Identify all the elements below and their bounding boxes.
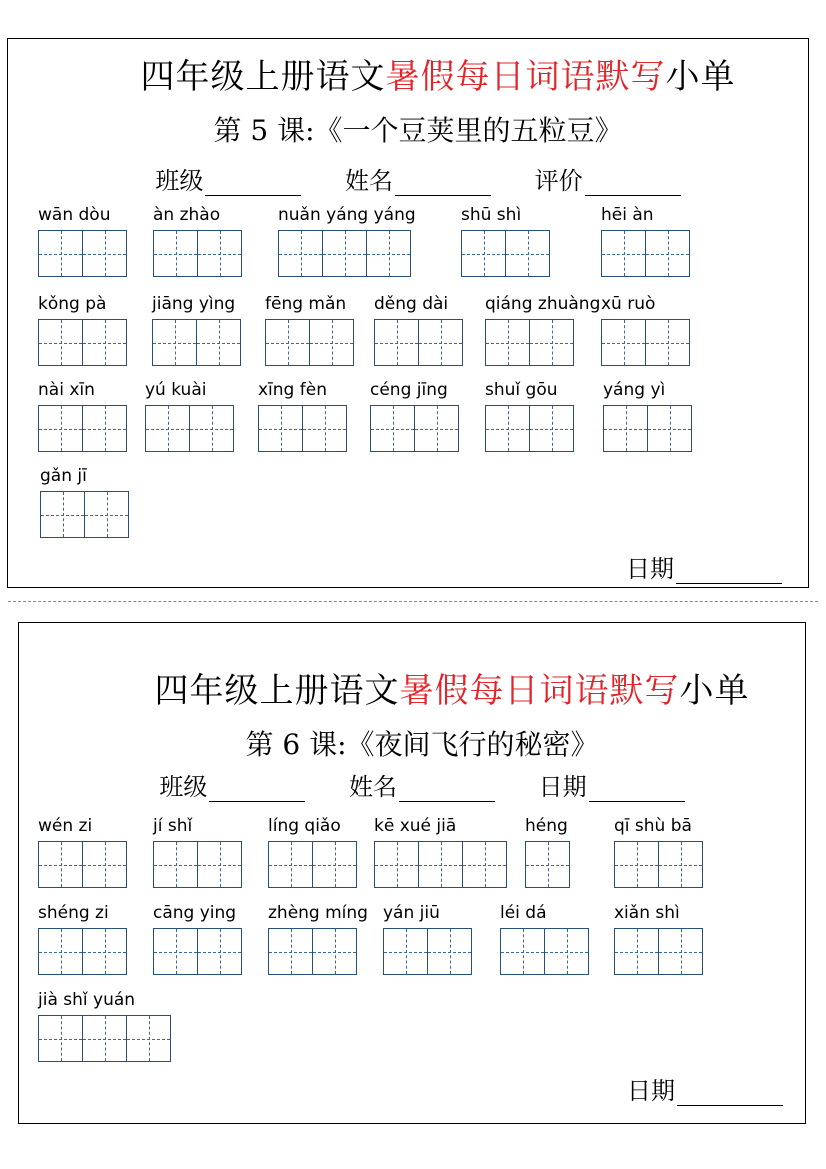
writing-grid (38, 319, 127, 366)
name-field[interactable]: 姓名 (345, 161, 491, 196)
writing-grid (38, 1015, 171, 1062)
character-box[interactable] (258, 405, 303, 452)
character-box[interactable] (313, 928, 357, 975)
date-top-field[interactable]: 日期 (539, 767, 685, 802)
character-box[interactable] (659, 928, 703, 975)
pinyin-label: líng qiǎo (268, 816, 341, 836)
character-box[interactable] (648, 405, 692, 452)
character-box[interactable] (601, 230, 646, 277)
writing-grid (258, 405, 347, 452)
character-box[interactable] (419, 319, 463, 366)
character-box[interactable] (500, 928, 545, 975)
pinyin-label: shuǐ gōu (485, 380, 558, 400)
character-box[interactable] (367, 230, 411, 277)
character-box[interactable] (646, 319, 690, 366)
pinyin-label: qiáng zhuàng (485, 294, 601, 314)
character-box[interactable] (83, 405, 127, 452)
character-box[interactable] (152, 319, 197, 366)
pinyin-label: gǎn jī (40, 466, 87, 486)
writing-grid (153, 928, 242, 975)
character-box[interactable] (525, 841, 570, 888)
pinyin-label: yáng yì (603, 380, 666, 400)
pinyin-label: shéng zi (38, 903, 109, 923)
writing-grid (614, 928, 703, 975)
character-box[interactable] (127, 1015, 171, 1062)
writing-grid (603, 405, 692, 452)
student-fields (19, 767, 805, 802)
writing-grid (38, 928, 127, 975)
character-box[interactable] (485, 319, 530, 366)
character-box[interactable] (659, 841, 703, 888)
pinyin-label: hēi àn (601, 205, 654, 225)
character-box[interactable] (323, 230, 367, 277)
character-box[interactable] (310, 319, 354, 366)
pinyin-label: děng dài (374, 294, 449, 314)
character-box[interactable] (268, 841, 313, 888)
writing-grid (500, 928, 589, 975)
character-box[interactable] (303, 405, 347, 452)
pinyin-label: xū ruò (601, 294, 656, 314)
writing-grid (370, 405, 459, 452)
writing-grid (485, 405, 574, 452)
word-item (265, 293, 354, 366)
writing-grid (601, 230, 690, 277)
character-box[interactable] (198, 230, 242, 277)
character-box[interactable] (374, 841, 419, 888)
character-box[interactable] (506, 230, 550, 277)
character-box[interactable] (83, 1015, 127, 1062)
character-box[interactable] (461, 230, 506, 277)
character-box[interactable] (313, 841, 357, 888)
word-item (38, 902, 127, 975)
worksheet-card-1 (7, 38, 809, 588)
writing-grid (525, 841, 570, 888)
pinyin-label: fēng mǎn (265, 294, 347, 314)
writing-grid (40, 491, 129, 538)
pinyin-label: jiāng yìng (152, 294, 236, 314)
character-box[interactable] (545, 928, 589, 975)
pinyin-label: yú kuài (145, 380, 207, 400)
character-box[interactable] (530, 319, 574, 366)
word-item (461, 204, 550, 277)
character-box[interactable] (614, 841, 659, 888)
class-field[interactable]: 班级 (155, 161, 301, 196)
character-box[interactable] (85, 491, 129, 538)
writing-grid (38, 230, 127, 277)
character-box[interactable] (83, 319, 127, 366)
character-box[interactable] (485, 405, 530, 452)
character-box[interactable] (40, 491, 85, 538)
writing-grid (601, 319, 690, 366)
word-item (38, 379, 127, 452)
writing-grid (485, 319, 600, 366)
pinyin-label: xiǎn shì (614, 903, 680, 923)
character-box[interactable] (38, 928, 83, 975)
writing-grid (374, 319, 463, 366)
character-box[interactable] (38, 319, 83, 366)
date-field[interactable]: 日期 (626, 549, 782, 584)
writing-grid (38, 405, 127, 452)
word-item (38, 293, 127, 366)
class-field[interactable]: 班级 (159, 767, 305, 802)
character-box[interactable] (374, 319, 419, 366)
sheet-title: 四年级上册语文暑假每日词语默写小单 (140, 57, 736, 97)
word-item (383, 902, 472, 975)
pinyin-label: qī shù bā (614, 816, 692, 836)
character-box[interactable] (646, 230, 690, 277)
character-box[interactable] (383, 928, 428, 975)
writing-grid (145, 405, 234, 452)
writing-grid (374, 841, 507, 888)
writing-grid (614, 841, 703, 888)
character-box[interactable] (601, 319, 646, 366)
student-fields (8, 161, 808, 196)
word-item (40, 465, 129, 538)
word-item (485, 379, 574, 452)
sheet-title: 四年级上册语文暑假每日词语默写小单 (154, 671, 750, 711)
character-box[interactable] (38, 405, 83, 452)
word-item (603, 379, 692, 452)
character-box[interactable] (278, 230, 323, 277)
name-field[interactable]: 姓名 (349, 767, 495, 802)
writing-grid (383, 928, 472, 975)
character-box[interactable] (38, 230, 83, 277)
lesson-title: 第 6 课:《夜间飞行的秘密》 (245, 728, 599, 761)
character-box[interactable] (83, 928, 127, 975)
writing-grid (268, 928, 368, 975)
character-box[interactable] (603, 405, 648, 452)
pinyin-label: wān dòu (38, 205, 111, 225)
character-box[interactable] (530, 405, 574, 452)
word-item (614, 902, 703, 975)
word-item (145, 379, 234, 452)
character-box[interactable] (83, 841, 127, 888)
word-item (153, 902, 242, 975)
pinyin-label: céng jīng (370, 380, 448, 400)
word-item (258, 379, 347, 452)
writing-grid (268, 841, 357, 888)
word-item (370, 379, 459, 452)
word-item (374, 815, 507, 888)
character-box[interactable] (145, 405, 190, 452)
word-item (153, 815, 242, 888)
character-box[interactable] (265, 319, 310, 366)
character-box[interactable] (197, 319, 241, 366)
date-field[interactable]: 日期 (627, 1071, 783, 1106)
pinyin-label: kē xué jiā (374, 816, 457, 836)
pinyin-label: héng (525, 816, 568, 836)
word-item (268, 902, 368, 975)
pinyin-label: wén zi (38, 816, 93, 836)
pinyin-label: jià shǐ yuán (38, 990, 136, 1010)
character-box[interactable] (38, 1015, 83, 1062)
character-box[interactable] (38, 841, 83, 888)
word-item (601, 204, 690, 277)
worksheet-card-2 (18, 622, 806, 1124)
word-item (268, 815, 357, 888)
pinyin-label: xīng fèn (258, 380, 327, 400)
writing-grid (153, 841, 242, 888)
character-box[interactable] (419, 841, 463, 888)
cut-line (8, 601, 818, 602)
character-box[interactable] (415, 405, 459, 452)
pinyin-label: zhèng míng (268, 903, 368, 923)
writing-grid (38, 841, 127, 888)
character-box[interactable] (190, 405, 234, 452)
writing-grid (152, 319, 241, 366)
character-box[interactable] (614, 928, 659, 975)
word-item (38, 815, 127, 888)
word-item (374, 293, 463, 366)
character-box[interactable] (153, 928, 198, 975)
pinyin-label: jí shǐ (153, 816, 193, 836)
pinyin-label: àn zhào (153, 205, 221, 225)
word-item (152, 293, 241, 366)
pinyin-label: yán jiū (383, 903, 440, 923)
word-item (278, 204, 416, 277)
character-box[interactable] (428, 928, 472, 975)
writing-grid (461, 230, 550, 277)
character-box[interactable] (153, 841, 198, 888)
character-box[interactable] (83, 230, 127, 277)
word-item (38, 204, 127, 277)
word-item (485, 293, 600, 366)
word-item (153, 204, 242, 277)
character-box[interactable] (370, 405, 415, 452)
pinyin-label: léi dá (500, 903, 547, 923)
word-item (525, 815, 570, 888)
pinyin-label: nài xīn (38, 380, 95, 400)
character-box[interactable] (198, 928, 242, 975)
character-box[interactable] (268, 928, 313, 975)
character-box[interactable] (463, 841, 507, 888)
character-box[interactable] (198, 841, 242, 888)
word-item (38, 989, 171, 1062)
word-item (601, 293, 690, 366)
rating-field[interactable]: 评价 (535, 161, 681, 196)
word-item (500, 902, 589, 975)
pinyin-label: cāng ying (153, 903, 237, 923)
character-box[interactable] (153, 230, 198, 277)
lesson-title: 第 5 课:《一个豆荚里的五粒豆》 (213, 114, 623, 147)
writing-grid (153, 230, 242, 277)
pinyin-label: nuǎn yáng yáng (278, 205, 416, 225)
pinyin-label: shū shì (461, 205, 522, 225)
writing-grid (265, 319, 354, 366)
pinyin-label: kǒng pà (38, 294, 107, 314)
writing-grid (278, 230, 416, 277)
word-item (614, 815, 703, 888)
